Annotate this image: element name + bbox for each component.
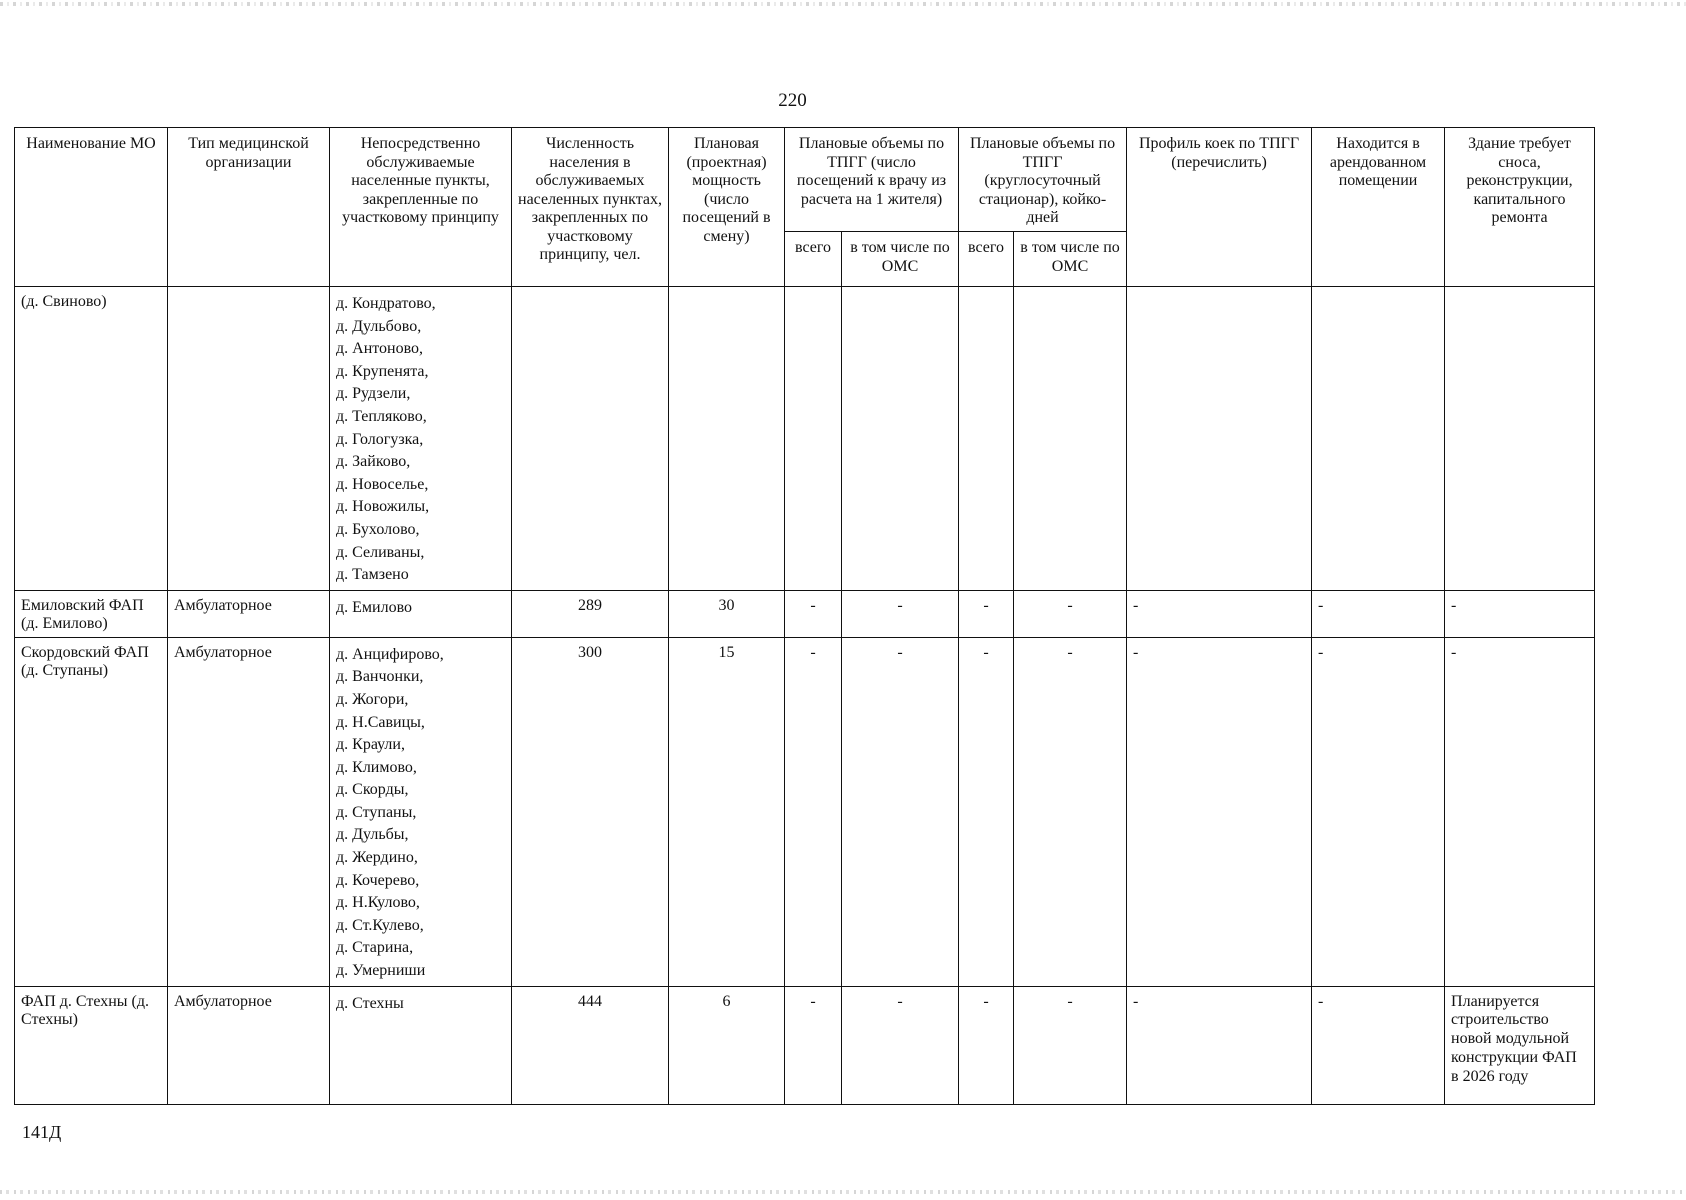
place-item: д. Дульбово,: [336, 317, 422, 335]
place-item: д. Ступаны,: [336, 803, 417, 821]
page-number: 220: [778, 90, 807, 111]
cell-beds-total: [959, 287, 1014, 591]
cell-visits-total: [785, 287, 842, 591]
cell-beds-total: -: [959, 986, 1014, 1104]
place-item: д. Жердино,: [336, 849, 418, 867]
cell-rebuild: -: [1445, 590, 1595, 637]
table-row: [15, 287, 1595, 591]
place-item: д. Ст.Кулево,: [336, 916, 424, 934]
cell-rebuild: Планируется строительство новой модульной конструкции ФАП в 2026 году: [1445, 986, 1595, 1104]
header-group-visits: Плановые объемы по ТПГГ (число посещений к врачу из расчета на 1 жителя): [785, 128, 959, 232]
header-type: Тип медицинской организации: [168, 128, 330, 287]
header-population: Численность населения в обслуживаемых населенных пунктах, закрепленных по участковому принципу, чел.: [512, 128, 669, 287]
place-item: д. Антоново,: [336, 340, 424, 358]
subheader-beds-oms: в том числе по ОМС: [1014, 232, 1127, 287]
place-item: д. Кондратово,: [336, 295, 436, 312]
cell-type: Амбулаторное: [168, 590, 330, 637]
place-item: д. Зайково,: [336, 453, 411, 471]
place-item: д. Селиваны,: [336, 543, 425, 561]
cell-rebuild: -: [1445, 637, 1595, 986]
header-group-beds: Плановые объемы по ТПГГ (круглосуточный стационар), койко-дней: [959, 128, 1127, 232]
cell-places: [330, 986, 512, 1104]
cell-population: 289: [512, 590, 669, 637]
cell-name: Скордовский ФАП (д. Ступаны): [15, 637, 168, 986]
cell-profile: -: [1127, 986, 1312, 1104]
cell-rented: -: [1312, 637, 1445, 986]
table-row: [15, 986, 1595, 1104]
cell-rented: -: [1312, 986, 1445, 1104]
cell-name: (д. Свиново): [15, 287, 168, 591]
table-row: [15, 637, 1595, 986]
cell-visits-total: -: [785, 637, 842, 986]
place-item: д. Гологузка,: [336, 430, 424, 448]
header-profile: Профиль коек по ТПГГ (перечислить): [1127, 128, 1312, 287]
place-item: д. Тепляково,: [336, 407, 427, 425]
place-item: д. Новожилы,: [336, 498, 430, 516]
cell-visits-total: -: [785, 590, 842, 637]
cell-visits-total: -: [785, 986, 842, 1104]
header-capacity: Плановая (проектная) мощность (число посещений в смену): [669, 128, 785, 287]
cell-beds-total: -: [959, 590, 1014, 637]
cell-visits-oms: -: [842, 590, 959, 637]
cell-name: ФАП д. Стехны (д. Стехны): [15, 986, 168, 1104]
place-item: д. Климово,: [336, 758, 417, 776]
cell-rented: [1312, 287, 1445, 591]
cell-type: Амбулаторное: [168, 637, 330, 986]
cell-beds-oms: -: [1014, 590, 1127, 637]
cell-type: [168, 287, 330, 591]
cell-capacity: [669, 287, 785, 591]
place-item: д. Умерниши: [336, 962, 426, 980]
cell-capacity: 15: [669, 637, 785, 986]
header-rebuild: Здание требует сноса, реконструкции, капитального ремонта: [1445, 128, 1595, 287]
table-header: [15, 128, 1595, 287]
cell-places: [330, 287, 512, 591]
cell-beds-total: -: [959, 637, 1014, 986]
header-name: Наименование МО: [15, 128, 168, 287]
cell-population: [512, 287, 669, 591]
header-places: Непосредственно обслуживаемые населенные пункты, закрепленные по участковому принципу: [330, 128, 512, 287]
place-item: д. Стехны: [336, 994, 404, 1012]
cell-rented: -: [1312, 590, 1445, 637]
header-rented: Находится в арендованном помещении: [1312, 128, 1445, 287]
place-item: д. Жогори,: [336, 690, 409, 708]
place-item: д. Рудзели,: [336, 385, 411, 403]
place-item: д. Новоселье,: [336, 475, 429, 493]
scan-edge-bottom: [0, 1190, 1686, 1194]
cell-profile: -: [1127, 637, 1312, 986]
place-item: д. Емилово: [336, 598, 413, 616]
cell-visits-oms: -: [842, 637, 959, 986]
place-item: д. Анцифирово,: [336, 645, 444, 663]
subheader-beds-total: всего: [959, 232, 1014, 287]
place-item: д. Скорды,: [336, 781, 409, 799]
cell-population: 444: [512, 986, 669, 1104]
cell-profile: -: [1127, 590, 1312, 637]
cell-beds-oms: -: [1014, 637, 1127, 986]
cell-places: [330, 637, 512, 986]
scan-edge-top: [0, 2, 1686, 6]
cell-places: [330, 590, 512, 637]
cell-beds-oms: [1014, 287, 1127, 591]
cell-type: Амбулаторное: [168, 986, 330, 1104]
table-row: [15, 590, 1595, 637]
place-item: д. Тамзено: [336, 566, 409, 584]
cell-capacity: 6: [669, 986, 785, 1104]
cell-population: 300: [512, 637, 669, 986]
cell-visits-oms: [842, 287, 959, 591]
place-item: д. Ванчонки,: [336, 668, 424, 686]
footer-code: 141Д: [22, 1122, 62, 1142]
cell-profile: [1127, 287, 1312, 591]
place-item: д. Кочерево,: [336, 871, 420, 889]
subheader-visits-total: всего: [785, 232, 842, 287]
cell-name: Емиловский ФАП (д. Емилово): [15, 590, 168, 637]
medical-organizations-table: [14, 127, 1595, 1105]
place-item: д. Н.Кулово,: [336, 894, 420, 912]
cell-capacity: 30: [669, 590, 785, 637]
cell-beds-oms: -: [1014, 986, 1127, 1104]
subheader-visits-oms: в том числе по ОМС: [842, 232, 959, 287]
place-item: д. Старина,: [336, 939, 414, 957]
cell-rebuild: [1445, 287, 1595, 591]
place-item: д. Н.Савицы,: [336, 713, 425, 731]
place-item: д. Крупенята,: [336, 362, 429, 380]
place-item: д. Бухолово,: [336, 520, 420, 538]
place-item: д. Краули,: [336, 736, 405, 754]
place-item: д. Дульбы,: [336, 826, 409, 844]
cell-visits-oms: -: [842, 986, 959, 1104]
